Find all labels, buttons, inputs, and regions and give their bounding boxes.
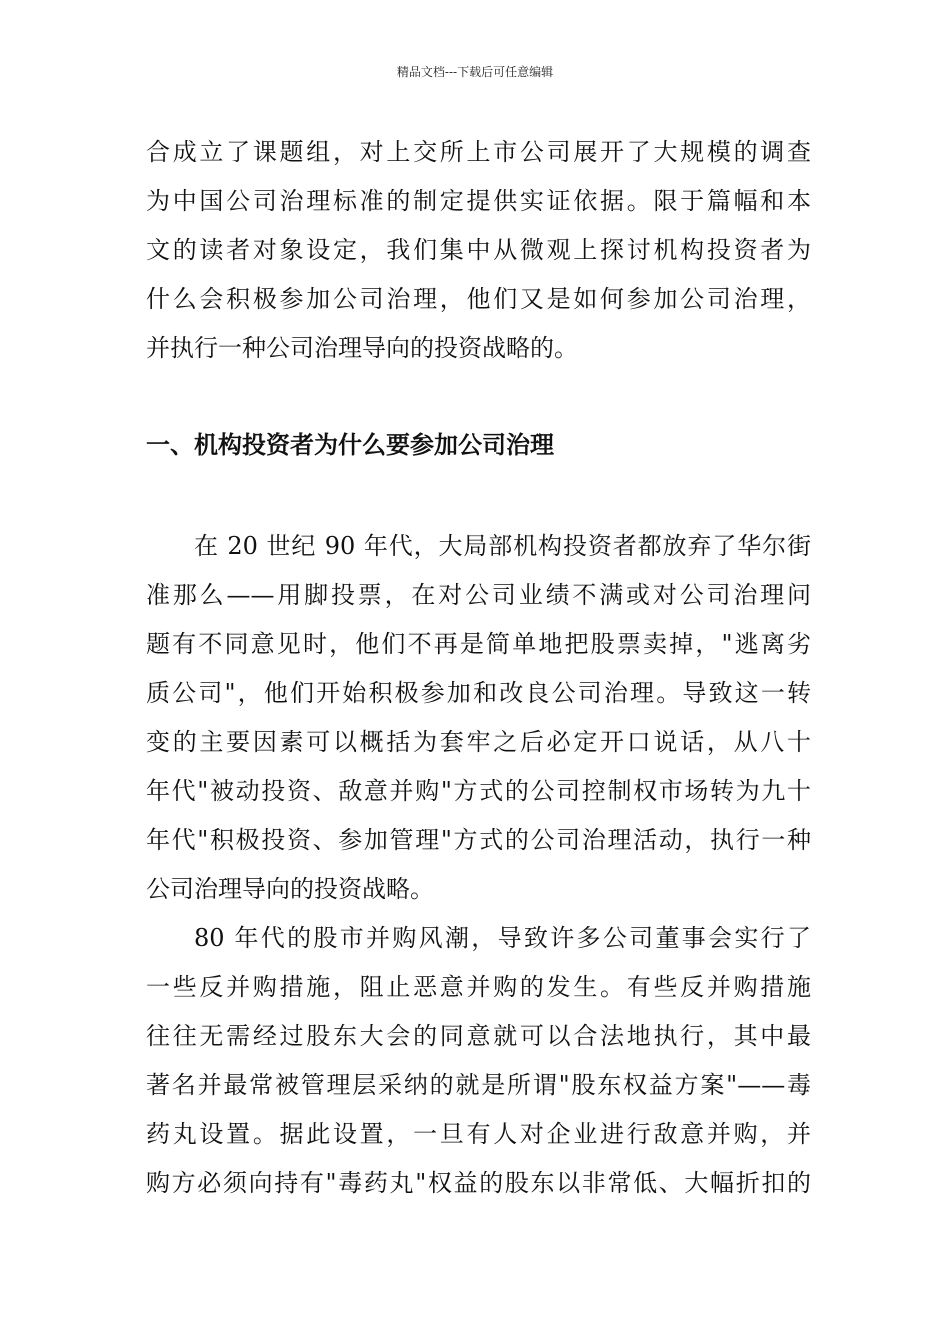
text-line: 一些反并购措施，阻止恶意并购的发生。有些反并购措施 — [146, 973, 811, 1001]
text-line: 80 年代的股市并购风潮，导致许多公司董事会实行了 — [194, 924, 811, 952]
text-line: 合成立了课题组，对上交所上市公司展开了大规模的调查 — [146, 138, 811, 166]
document-body — [146, 128, 811, 1208]
text-line: 质公司"，他们开始积极参加和改良公司治理。导致这一转 — [146, 679, 811, 707]
text-line: 并执行一种公司治理导向的投资战略的。 — [146, 334, 578, 362]
text-line: 年代"被动投资、敌意并购"方式的公司控制权市场转为九十 — [146, 777, 811, 805]
paragraph — [146, 522, 811, 914]
text-line: 准那么——用脚投票，在对公司业绩不满或对公司治理问 — [146, 581, 811, 609]
page-header: 精品文档---下载后可任意编辑 — [396, 65, 554, 79]
text-line: 药丸设置。据此设置，一旦有人对企业进行敌意并购，并 — [146, 1120, 811, 1148]
paragraph — [146, 914, 811, 1208]
text-line: 购方必须向持有"毒药丸"权益的股东以非常低、大幅折扣的 — [146, 1169, 811, 1197]
paragraph — [146, 128, 811, 373]
text-line: 著名并最常被管理层采纳的就是所谓"股东权益方案"——毒 — [146, 1071, 811, 1099]
text-line: 变的主要因素可以概括为套牢之后必定开口说话，从八十 — [146, 728, 811, 756]
text-line: 为中国公司治理标准的制定提供实证依据。限于篇幅和本 — [146, 187, 811, 215]
text-line: 公司治理导向的投资战略。 — [146, 875, 434, 903]
text-line: 在 20 世纪 90 年代，大局部机构投资者都放弃了华尔街 — [194, 532, 811, 560]
section-heading: 一、机构投资者为什么要参加公司治理 — [146, 431, 554, 459]
text-line: 往往无需经过股东大会的同意就可以合法地执行，其中最 — [146, 1022, 811, 1050]
text-line: 年代"积极投资、参加管理"方式的公司治理活动，执行一种 — [146, 826, 811, 854]
text-line: 文的读者对象设定，我们集中从微观上探讨机构投资者为 — [146, 236, 811, 264]
text-line: 题有不同意见时，他们不再是简单地把股票卖掉，"逃离劣 — [146, 630, 811, 658]
text-line: 什么会积极参加公司治理，他们又是如何参加公司治理， — [146, 285, 811, 313]
